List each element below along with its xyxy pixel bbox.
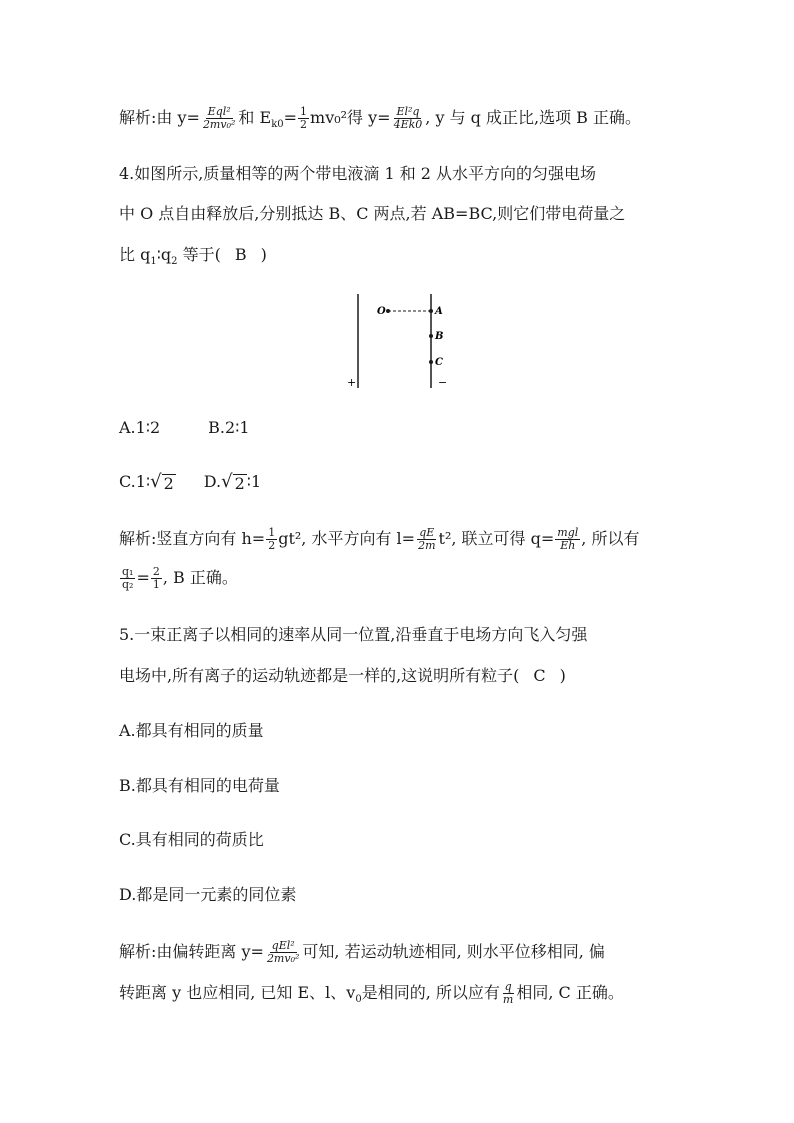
fraction: $\frac{1}{2}$	[268, 526, 276, 552]
solution-4-line-2: $\frac{\text{q₁}}{\text{q₂}}$ = $\frac{2}{1}$ , B 正确。	[122, 565, 238, 591]
point-c	[429, 360, 433, 364]
point-o	[386, 309, 390, 313]
option-c: C.具有相同的荷质比	[119, 830, 264, 849]
answer-blank: C	[533, 666, 546, 685]
option-d: D. √ 2 ∶1	[203, 471, 262, 493]
question-4-line-3: 比 $q_1∶q_2$ 等于( B )	[119, 245, 267, 268]
point-a	[429, 309, 433, 313]
label-minus: −	[438, 376, 448, 389]
question-5-line-2: 电场中,所有离子的运动轨迹都是一样的,这说明所有粒子( C )	[119, 666, 566, 685]
solution-5-line-1: 解析:由偏转距离 y= $\frac{\text{qEl²}}{\text{2mv₀²}}$ 可知, 若运动轨迹相同, 则水平位移相同, 偏	[119, 939, 605, 965]
option-a: A.1∶2	[119, 418, 161, 437]
option-a: A.都具有相同的质量	[119, 721, 264, 740]
electric-field-diagram	[340, 288, 460, 392]
fraction: $\frac{qE}{2m}$	[418, 526, 436, 552]
fraction: $\frac{\text{qEl²}}{\text{2mv₀²}}$	[266, 939, 300, 965]
question-5-line-1: 5.一束正离子以相同的速率从同一位置,沿垂直于电场方向飞入匀强	[119, 625, 588, 644]
point-b	[429, 334, 433, 338]
option-d: D.都是同一元素的同位素	[119, 885, 297, 904]
option-b: B.2∶1	[208, 418, 250, 437]
option-b: B.都具有相同的电荷量	[119, 776, 280, 795]
label-o: O	[377, 306, 386, 317]
sqrt: √ 2	[221, 471, 245, 493]
fraction: $\frac{\text{mgl}}{Eh}$	[557, 526, 579, 552]
sqrt: √ 2	[150, 471, 174, 493]
label-c: C	[435, 357, 443, 368]
fraction: $\frac{\text{q₁}}{\text{q₂}}$	[122, 565, 134, 591]
question-4-line-1: 4.如图所示,质量相等的两个带电液滴 1 和 2 从水平方向的匀强电场	[119, 164, 597, 183]
answer-blank: B	[234, 245, 247, 264]
solution-5-line-2: 转距离 y 也应相同, 已知 E、l、$v_0$是相同的, 所以应有 $\frac{q}{m}$ 相同, C 正确。	[119, 980, 624, 1006]
q4-options-row-1	[119, 417, 250, 439]
label-b: B	[435, 331, 444, 342]
label-a: A	[435, 306, 443, 317]
label-plus: +	[347, 376, 357, 389]
question-4-line-2: 中 O 点自由释放后,分别抵达 B、C 两点,若 AB=BC,则它们带电荷量之	[119, 204, 626, 223]
q4-options-row-2	[119, 471, 261, 493]
option-c: C.1∶ √ 2	[119, 471, 174, 493]
fraction: $\frac{\text{El²q}}{4Ek0}$	[393, 105, 423, 131]
fraction: $\frac{q}{m}$	[502, 980, 514, 1006]
solution-3-line: 解析:由 y= $\frac{\text{Eql²}}{\text{2mv₀²}}$ 和 $E_{k0}=$ $\frac{1}{2}$ mv₀²得 y= $\frac{\text{El²q}}{4Ek0}$ , y 与 q 成正比,选项 B 正确。	[119, 105, 642, 131]
fraction: $\frac{\text{Eql²}}{\text{2mv₀²}}$	[202, 105, 236, 131]
solution-4-line-1: 解析:竖直方向有 h= $\frac{1}{2}$ gt², 水平方向有 l= $\frac{qE}{2m}$ t², 联立可得 q= $\frac{\text{mgl}}{Eh}$ , 所以有	[119, 526, 640, 552]
fraction: $\frac{1}{2}$	[300, 105, 308, 131]
fraction: $\frac{2}{1}$	[152, 565, 160, 591]
